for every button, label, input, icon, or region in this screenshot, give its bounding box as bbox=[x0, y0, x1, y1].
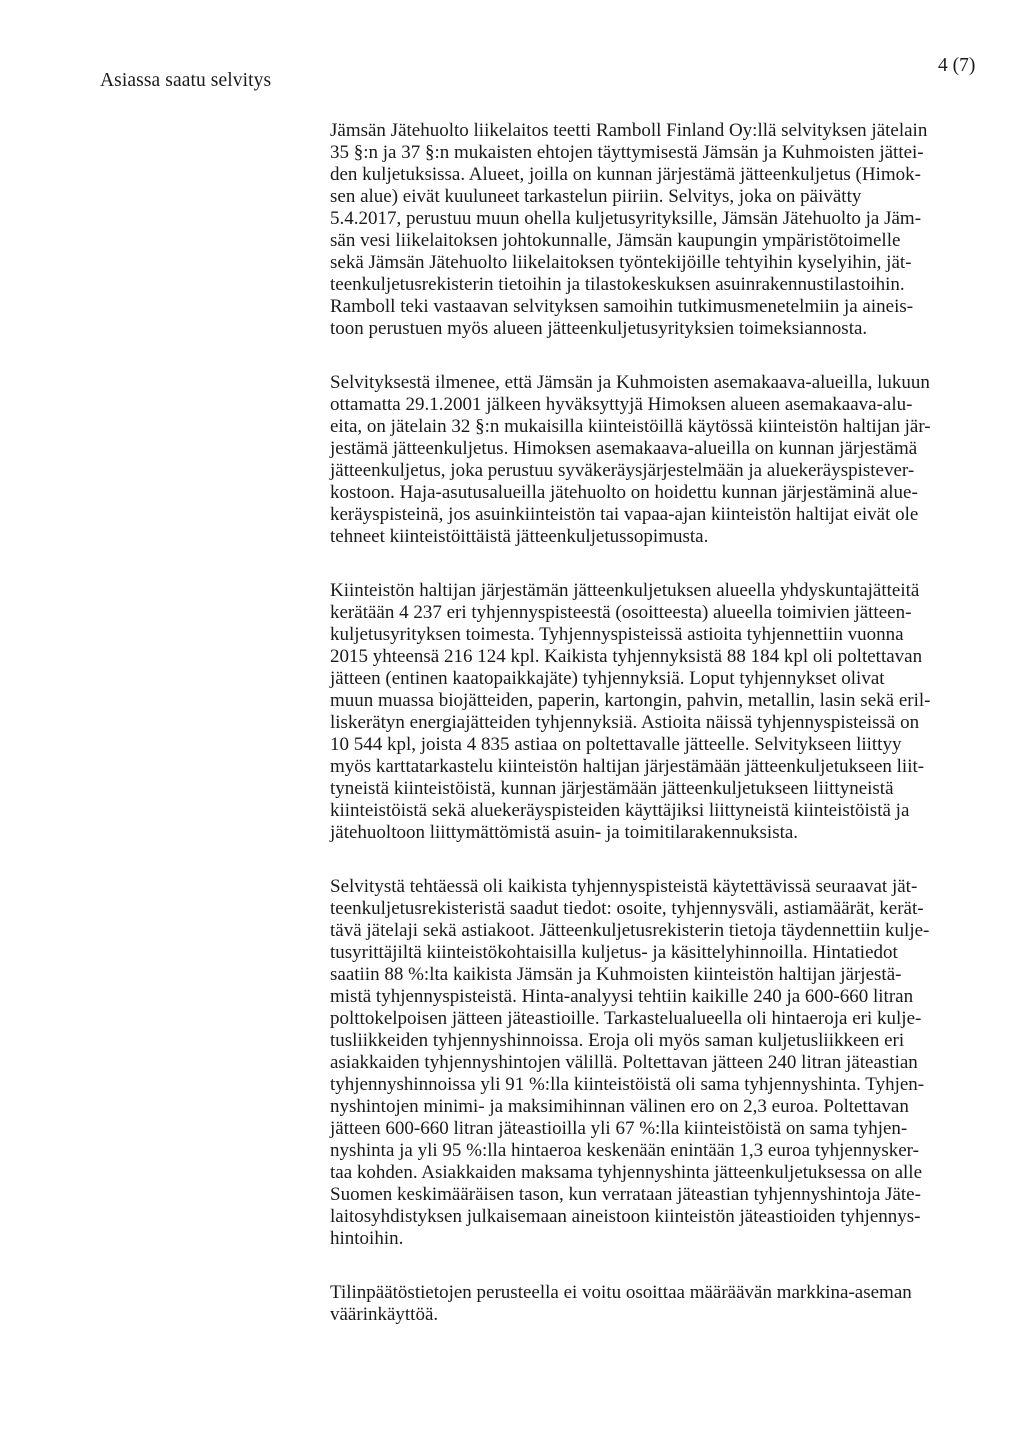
text-line: keräyspisteinä, jos asuinkiinteistön tai vapaa-ajan kiinteistön haltijat eivät ole bbox=[330, 504, 919, 525]
text-line: 35 §:n ja 37 §:n mukaisten ehtojen täyttymisestä Jämsän ja Kuhmoisten jättei- bbox=[330, 142, 924, 163]
text-line: Kiinteistön haltijan järjestämän jätteenkuljetuksen alueella yhdyskuntajätteitä bbox=[330, 580, 920, 601]
text-line: kuljetusyrityksen toimesta. Tyhjennyspisteissä astioita tyhjennettiin vuonna bbox=[330, 624, 904, 645]
text-line: sekä Jämsän Jätehuolto liikelaitoksen työntekijöille tehtyihin kyselyihin, jät- bbox=[330, 252, 912, 273]
text-line: kiinteistöistä sekä aluekeräyspisteiden käyttäjiksi liittyneistä kiinteistöistä ja bbox=[330, 800, 910, 821]
text-line: jätehuoltoon liittymättömistä asuin- ja toimitilarakennuksista. bbox=[330, 822, 799, 843]
document-body bbox=[330, 120, 990, 1358]
text-line: nyshintojen minimi- ja maksimihinnan välinen ero on 2,3 euroa. Poltettavan bbox=[330, 1096, 909, 1117]
text-line: jestämä jätteenkuljetus. Himoksen asemakaava-alueilla on kunnan järjestämä bbox=[330, 438, 918, 459]
text-line: kostoon. Haja-asutusalueilla jätehuolto on hoidettu kunnan järjestäminä alue- bbox=[330, 482, 918, 503]
text-line: ottamatta 29.1.2001 jälkeen hyväksyttyjä Himoksen alueen asemakaava-alu- bbox=[330, 394, 913, 415]
text-line: tyhjennyshinnoissa yli 91 %:lla kiinteistöistä oli sama tyhjennyshinta. Tyhjen- bbox=[330, 1074, 925, 1095]
text-line: taa kohden. Asiakkaiden maksama tyhjennyshinta jätteenkuljetuksessa on alle bbox=[330, 1162, 923, 1183]
text-line: jätteen 600-660 litran jäteastioilla yli 67 %:lla kiinteistöistä on sama tyhjen- bbox=[330, 1118, 908, 1139]
paragraph bbox=[330, 580, 990, 844]
text-line: muun muassa biojätteiden, paperin, kartongin, pahvin, metallin, lasin sekä eril- bbox=[330, 690, 931, 711]
text-line: tyneistä kiinteistöistä, kunnan järjestämään jätteenkuljetukseen liittyneistä bbox=[330, 778, 894, 799]
text-line: Selvityksestä ilmenee, että Jämsän ja Kuhmoisten asemakaava-alueilla, lukuun bbox=[330, 372, 930, 393]
text-line: hintoihin. bbox=[330, 1228, 404, 1249]
text-line: den kuljetuksissa. Alueet, joilla on kunnan järjestämä jätteenkuljetus (Himok- bbox=[330, 164, 921, 185]
text-line: tehneet kiinteistöittäistä jätteenkuljetussopimusta. bbox=[330, 526, 709, 547]
text-line: jätteenkuljetus, joka perustuu syväkeräysjärjestelmään ja aluekeräyspistever- bbox=[330, 460, 915, 481]
text-line: eita, on jätelain 32 §:n mukaisilla kiinteistöillä käytössä kiinteistön haltijan jär- bbox=[330, 416, 931, 437]
text-line: polttokelpoisen jätteen jäteastioille. Tarkastelualueella oli hintaeroja eri kulje- bbox=[330, 1008, 922, 1029]
text-line: toon perustuen myös alueen jätteenkuljetusyrityksien toimeksiannosta. bbox=[330, 318, 868, 339]
text-line: teenkuljetusrekisterin tietoihin ja tilastokeskuksen asuinrakennustilastoihin. bbox=[330, 274, 905, 295]
text-line: 10 544 kpl, joista 4 835 astiaa on poltettavalle jätteelle. Selvitykseen liittyy bbox=[330, 734, 902, 755]
text-line: Tilinpäätöstietojen perusteella ei voitu osoittaa määräävän markkina-aseman bbox=[330, 1282, 912, 1303]
text-line: tusyrittäjiltä kiinteistökohtaisilla kuljetus- ja käsittelyhinnoilla. Hintatiedot bbox=[330, 942, 898, 963]
text-line: sän vesi liikelaitoksen johtokunnalle, Jämsän kaupungin ympäristötoimelle bbox=[330, 230, 901, 251]
text-line: nyshinta ja yli 95 %:lla hintaeroa keskenään enintään 1,3 euroa tyhjennysker- bbox=[330, 1140, 919, 1161]
text-line: laitosyhdistyksen julkaisemaan aineistoon kiinteistön jäteastioiden tyhjennys- bbox=[330, 1206, 921, 1227]
text-line: väärinkäyttöä. bbox=[330, 1304, 439, 1325]
text-line: Jämsän Jätehuolto liikelaitos teetti Ramboll Finland Oy:llä selvityksen jätelain bbox=[330, 120, 928, 141]
text-line: 2015 yhteensä 216 124 kpl. Kaikista tyhjennyksistä 88 184 kpl oli poltettavan bbox=[330, 646, 923, 667]
text-line: jätteen (entinen kaatopaikkajäte) tyhjennyksiä. Loput tyhjennykset olivat bbox=[330, 668, 885, 689]
text-line: saatiin 88 %:lta kaikista Jämsän ja Kuhmoisten kiinteistön haltijan järjestä- bbox=[330, 964, 902, 985]
paragraph bbox=[330, 120, 990, 340]
text-line: Selvitystä tehtäessä oli kaikista tyhjennyspisteistä käytettävissä seuraavat jät- bbox=[330, 876, 918, 897]
paragraph bbox=[330, 372, 990, 548]
text-line: mistä tyhjennyspisteistä. Hinta-analyysi tehtiin kaikille 240 ja 600-660 litran bbox=[330, 986, 914, 1007]
text-line: myös karttatarkastelu kiinteistön haltijan järjestämään jätteenkuljetukseen liit- bbox=[330, 756, 925, 777]
text-line: sen alue) eivät kuuluneet tarkastelun piiriin. Selvitys, joka on päivätty bbox=[330, 186, 862, 207]
text-line: 5.4.2017, perustuu muun ohella kuljetusyrityksille, Jämsän Jätehuolto ja Jäm- bbox=[330, 208, 922, 229]
text-line: kerätään 4 237 eri tyhjennyspisteestä (osoitteesta) alueella toimivien jätteen- bbox=[330, 602, 912, 623]
text-line: asiakkaiden tyhjennyshintojen välillä. Poltettavan jätteen 240 litran jäteastian bbox=[330, 1052, 918, 1073]
text-line: Suomen keskimääräisen tason, kun verrataan jäteastian tyhjennyshintoja Jäte- bbox=[330, 1184, 921, 1205]
paragraph bbox=[330, 876, 990, 1250]
text-line: Ramboll teki vastaavan selvityksen samoihin tutkimusmenetelmiin ja aineis- bbox=[330, 296, 914, 317]
page-number: 4 (7) bbox=[938, 55, 976, 76]
document-header-title: Asiassa saatu selvitys bbox=[100, 70, 272, 91]
paragraph bbox=[330, 1282, 990, 1326]
text-line: liskerätyn energiajätteiden tyhjennyksiä. Astioita näissä tyhjennyspisteissä on bbox=[330, 712, 920, 733]
text-line: tävä jätelaji sekä astiakoot. Jätteenkuljetusrekisterin tietoja täydennettiin kulje- bbox=[330, 920, 930, 941]
text-line: teenkuljetusrekisteristä saadut tiedot: osoite, tyhjennysväli, astiamäärät, kerät- bbox=[330, 898, 924, 919]
text-line: tusliikkeiden tyhjennyshinnoissa. Eroja oli myös saman kuljetusliikkeen eri bbox=[330, 1030, 905, 1051]
